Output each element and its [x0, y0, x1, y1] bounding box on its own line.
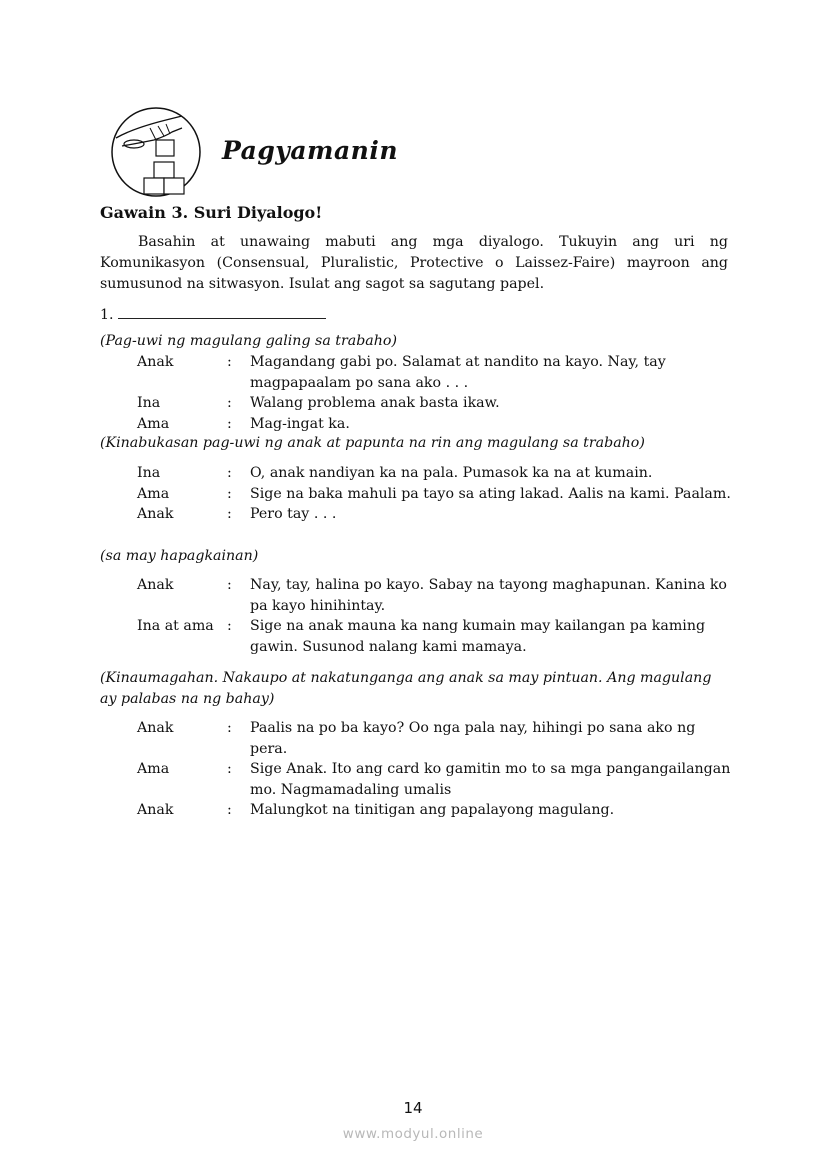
dialogue-line — [137, 352, 737, 393]
colon: : — [227, 577, 232, 593]
scene-setting: (sa may hapagkainan) — [100, 548, 259, 564]
line-text: O, anak nandiyan ka na pala. Pumasok ka na at kumain. — [250, 465, 653, 481]
dialogue — [137, 352, 737, 434]
scene-setting: (Kinaumagahan. Nakaupo at nakatunganga ang anak sa may pintuan. Ang magulang ay palabas na ng bahay) — [100, 670, 712, 707]
colon: : — [227, 485, 232, 502]
line-text: Malungkot na tinitigan ang papalayong magulang. — [250, 802, 615, 818]
dialogue-line — [137, 463, 737, 484]
section-title: Pagyamanin — [222, 136, 399, 165]
line-text: Sige na anak mauna ka nang kumain may kailangan pa kaming gawin. Susunod nalang kami mamaya. — [250, 618, 706, 655]
colon: : — [227, 802, 232, 818]
colon: : — [227, 354, 232, 370]
colon: : — [227, 618, 232, 634]
colon: : — [227, 506, 232, 522]
line-text: Paalis na po ba kayo? Oo nga pala nay, hihingi po sana ako ng pera. — [250, 720, 696, 757]
hand-stacking-blocks-icon — [110, 106, 202, 198]
colon: : — [227, 395, 232, 411]
page-number: 14 — [403, 1099, 423, 1117]
speaker: Anak — [137, 720, 174, 736]
speaker: Ama — [137, 485, 170, 502]
line-text: Mag-ingat ka. — [250, 415, 350, 432]
line-text: Sige na baka mahuli pa tayo sa ating lakad. Aalis na kami. Paalam. — [250, 485, 731, 502]
dialogue — [137, 575, 737, 657]
dialogue-line — [137, 484, 737, 505]
watermark: www.modyul.online — [342, 1126, 484, 1142]
colon: : — [227, 761, 232, 777]
speaker: Anak — [137, 577, 174, 593]
dialogue-line — [137, 393, 737, 414]
dialogue-line — [137, 800, 737, 821]
dialogue-line — [137, 504, 737, 525]
speaker: Anak — [137, 802, 174, 818]
scene-setting: (Kinabukasan pag-uwi ng anak at papunta na rin ang magulang sa trabaho) — [100, 435, 645, 451]
colon: : — [227, 465, 232, 481]
speaker: Ama — [137, 415, 170, 432]
colon: : — [227, 415, 232, 432]
line-text: Sige Anak. Ito ang card ko gamitin mo to sa mga pangangailangan mo. Nagmamadaling umalis — [250, 761, 731, 798]
dialogue-line — [137, 718, 737, 759]
activity-heading: Gawain 3. Suri Diyalogo! — [100, 203, 323, 222]
answer-item — [100, 304, 326, 323]
speaker: Ina at ama — [137, 618, 214, 634]
dialogue — [137, 718, 737, 821]
line-text: Pero tay . . . — [250, 506, 337, 522]
line-text: Walang problema anak basta ikaw. — [250, 395, 500, 411]
line-text: Magandang gabi po. Salamat at nandito na kayo. Nay, tay magpapaalam po sana ako . . . — [250, 354, 666, 391]
colon: : — [227, 720, 232, 736]
scene-setting: (Pag-uwi ng magulang galing sa trabaho) — [100, 333, 397, 349]
dialogue-line — [137, 414, 737, 435]
instructions: Basahin at unawaing mabuti ang mga diyalogo. Tukuyin ang uri ng Komunikasyon (Consensual, Pluralistic, Protective o Laissez-Faire) mayroon ang sumusunod na sitwasyon. Isulat ang sagot sa sagutang papel. — [100, 234, 728, 292]
dialogue — [137, 463, 737, 525]
answer-blank — [118, 304, 326, 319]
line-text: Nay, tay, halina po kayo. Sabay na tayong maghapunan. Kanina ko pa kayo hinihintay. — [250, 577, 727, 614]
speaker: Ina — [137, 465, 161, 481]
speaker: Anak — [137, 354, 174, 370]
speaker: Ama — [137, 761, 170, 777]
speaker: Anak — [137, 506, 174, 522]
dialogue-line — [137, 616, 737, 657]
dialogue-line — [137, 759, 737, 800]
dialogue-line — [137, 575, 737, 616]
item-number: 1. — [100, 307, 114, 323]
speaker: Ina — [137, 395, 161, 411]
